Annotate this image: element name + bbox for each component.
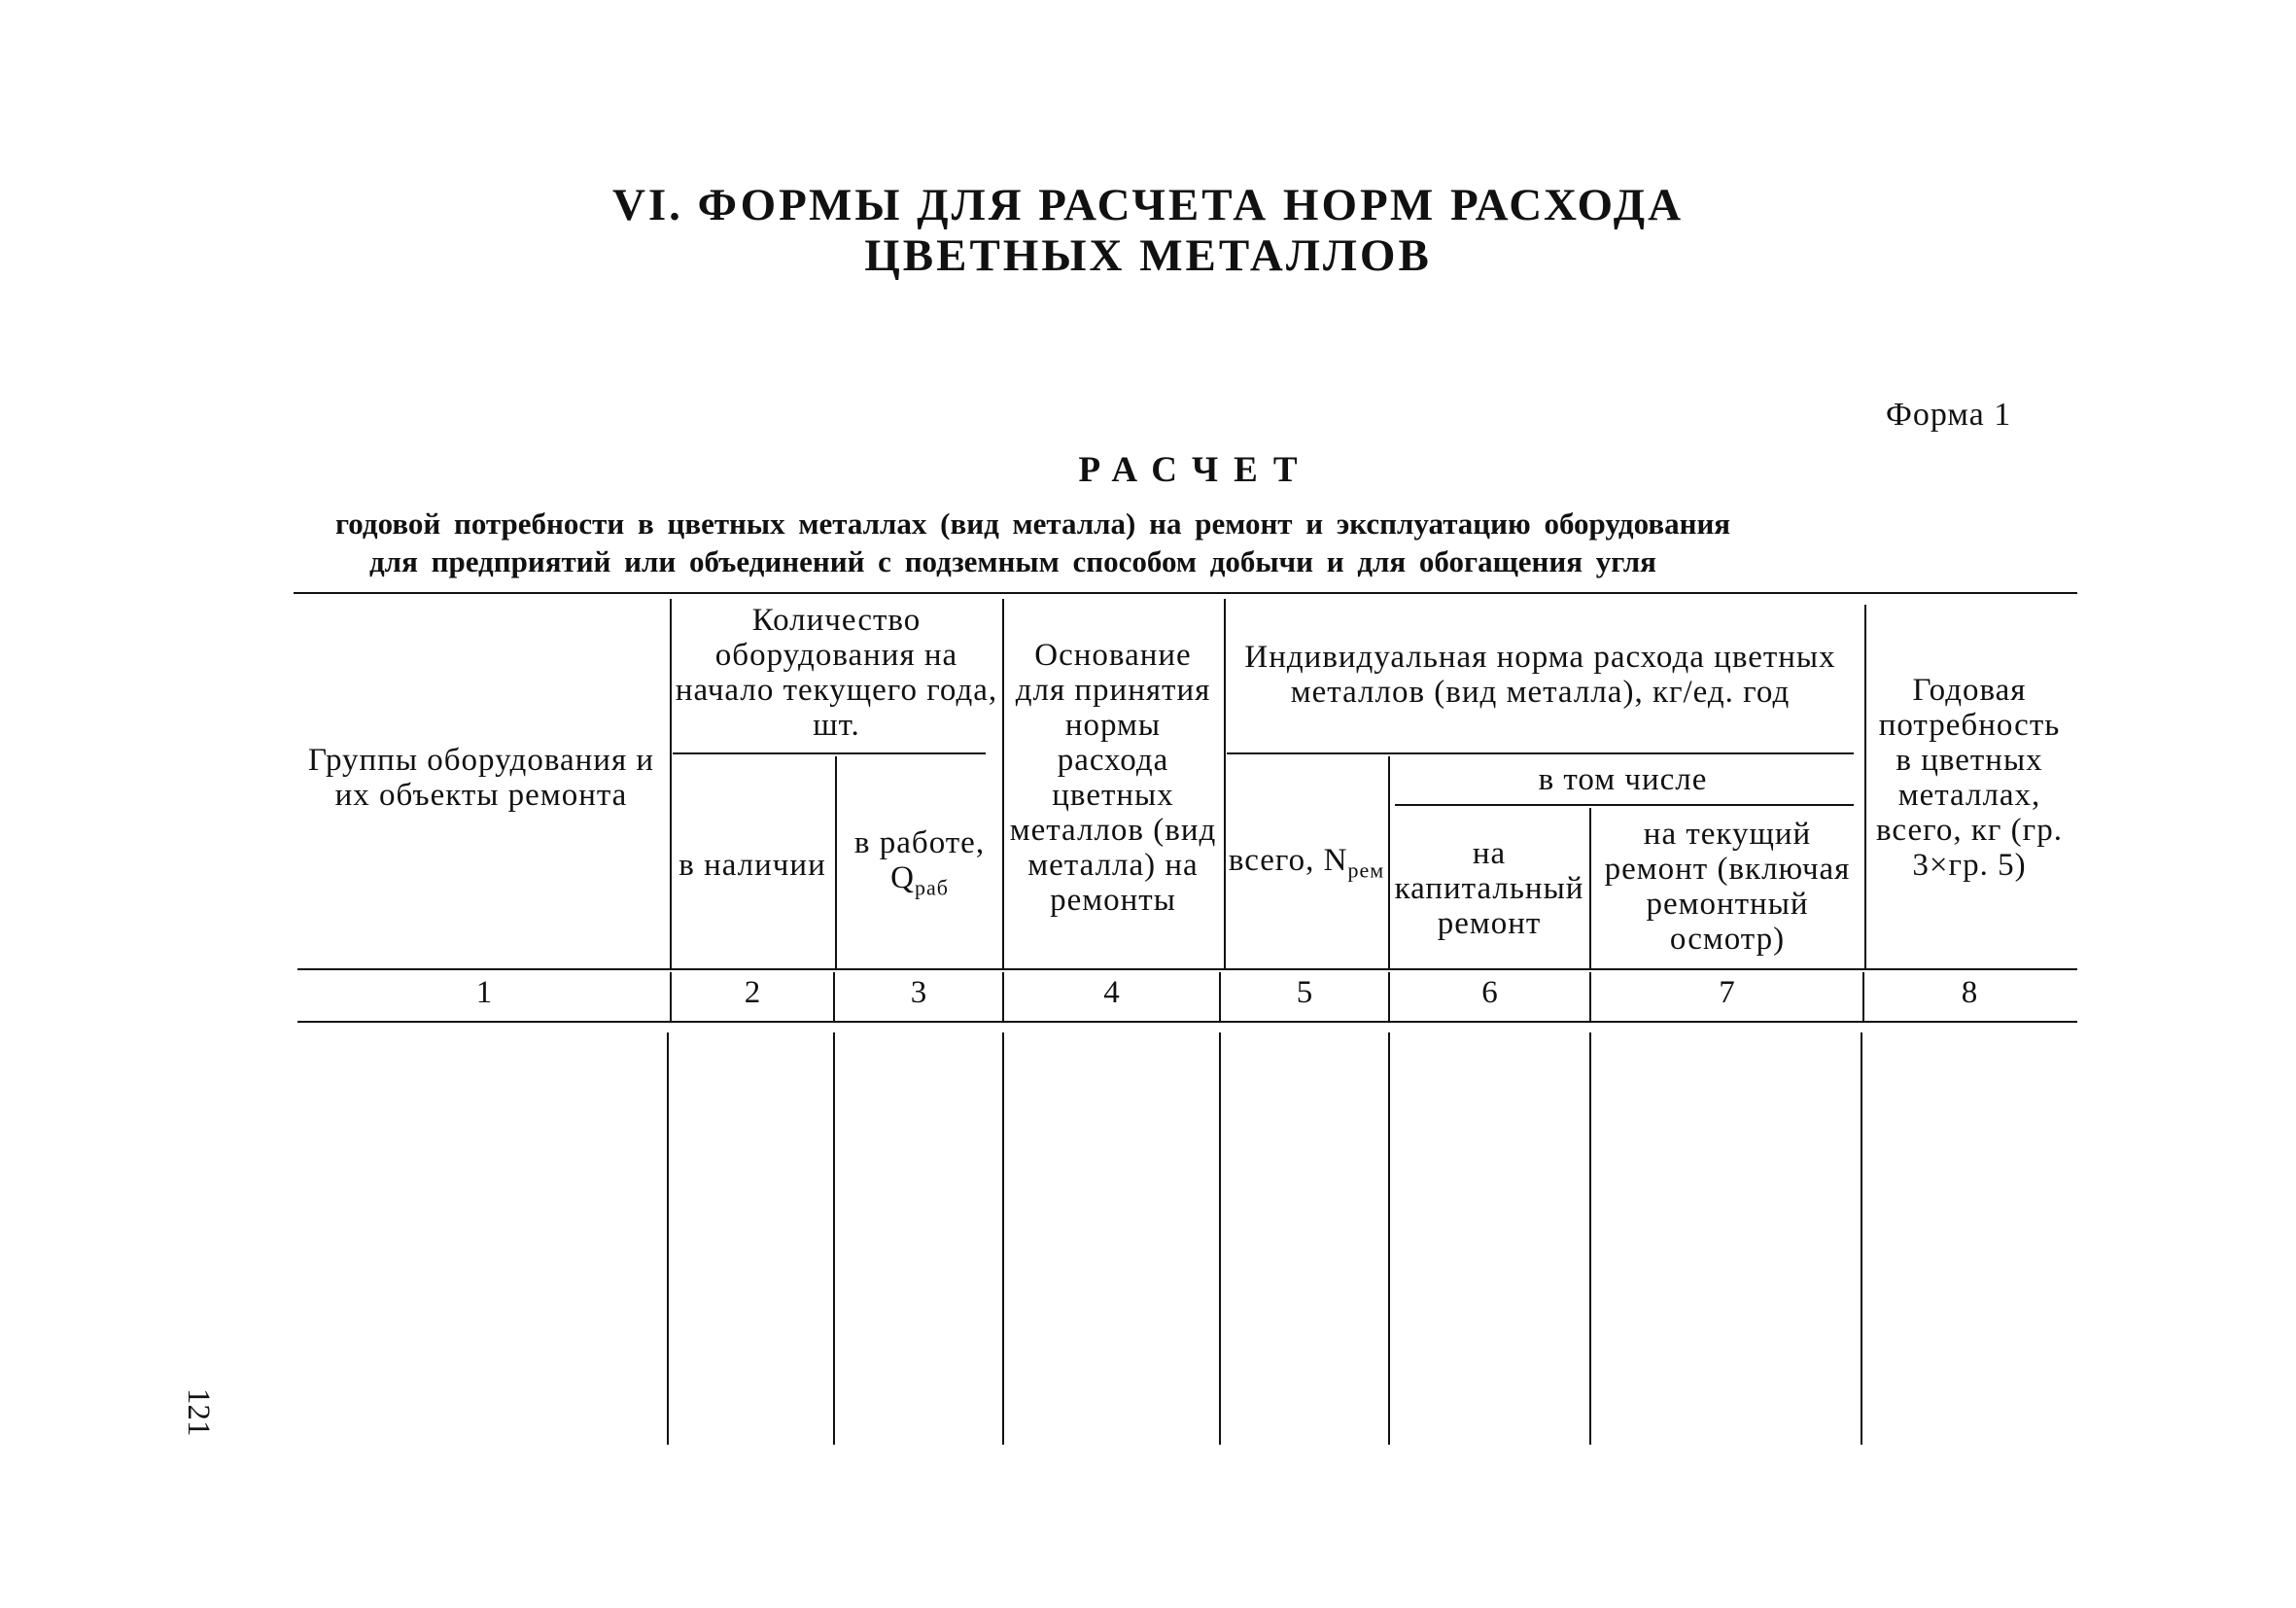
col-divider xyxy=(1589,808,1591,970)
column-number-3: 3 xyxy=(910,975,927,1010)
header-group-norm: Индивидуальная норма расхода цветных металлов (вид металла), кг/ед. год xyxy=(1244,640,1836,710)
column-number-2: 2 xyxy=(744,975,761,1010)
incl-subgroup-rule xyxy=(1395,804,1854,806)
column-number-4: 4 xyxy=(1103,975,1120,1010)
header-col3-text: в работе, Q xyxy=(853,824,986,895)
quantity-group-rule xyxy=(673,752,986,754)
page-title-line2: ЦВЕТНЫХ МЕТАЛЛОВ xyxy=(864,230,1432,281)
header-col6-capital: на капитальный ремонт xyxy=(1394,836,1584,941)
col-divider xyxy=(835,756,837,970)
table-top-rule xyxy=(294,592,2077,594)
column-number-8: 8 xyxy=(1961,975,1978,1010)
col-divider xyxy=(833,1032,835,1445)
col-divider xyxy=(1388,756,1390,970)
header-col2-available: в наличии xyxy=(678,848,826,883)
col-divider xyxy=(667,1032,669,1445)
calculation-title: РАСЧЕТ xyxy=(1078,450,1313,490)
page-title-line1: VI. ФОРМЫ ДЛЯ РАСЧЕТА НОРМ РАСХОДА xyxy=(611,180,1685,230)
header-col1-equipment-groups: Группы оборудования и их объекты ремонта xyxy=(307,743,655,813)
header-col5-subscript: рем xyxy=(1347,857,1385,883)
column-number-5: 5 xyxy=(1296,975,1313,1010)
col-divider xyxy=(1219,1032,1221,1445)
form-label: Форма 1 xyxy=(1886,397,2012,433)
number-row-rule xyxy=(297,1021,2077,1023)
header-group-quantity: Количество оборудования на начало текущего года, шт. xyxy=(675,603,998,743)
norm-group-rule xyxy=(1227,752,1854,754)
col-divider xyxy=(1224,599,1226,970)
col-divider xyxy=(1589,1032,1591,1445)
header-col8-annual-need: Годовая потребность в цветных металлах, всего, кг (гр. 3×гр. 5) xyxy=(1876,673,2063,883)
header-subgroup-including: в том числе xyxy=(1538,762,1708,797)
header-col3-subscript: раб xyxy=(914,875,949,900)
col-divider xyxy=(1388,1032,1390,1445)
header-col3-in-work xyxy=(840,768,999,962)
subtitle-line2: для предприятий или объединений с подземным способом добычи и для обогащения угля xyxy=(369,544,1656,578)
header-col5-text: всего, N xyxy=(1228,842,1348,878)
header-col7-current: на текущий ремонт (включая ремонтный осмотр) xyxy=(1604,817,1851,957)
header-bottom-rule xyxy=(297,968,2077,970)
col-divider xyxy=(670,599,672,970)
col-divider xyxy=(1864,605,1866,970)
column-number-7: 7 xyxy=(1719,975,1735,1010)
column-number-1: 1 xyxy=(475,975,493,1010)
col-divider xyxy=(1861,1032,1862,1445)
header-col4-basis: Основание для принятия нормы расхода цветных металлов (вид металла) на ремонты xyxy=(1009,638,1217,918)
page-number: 121 xyxy=(181,1388,216,1437)
col-divider xyxy=(1002,1032,1004,1445)
col-divider xyxy=(1002,599,1004,970)
header-col5-total xyxy=(1227,768,1386,962)
subtitle-line1: годовой потребности в цветных металлах (вид металла) на ремонт и эксплуатацию оборудования xyxy=(335,507,1731,541)
column-number-6: 6 xyxy=(1481,975,1498,1010)
